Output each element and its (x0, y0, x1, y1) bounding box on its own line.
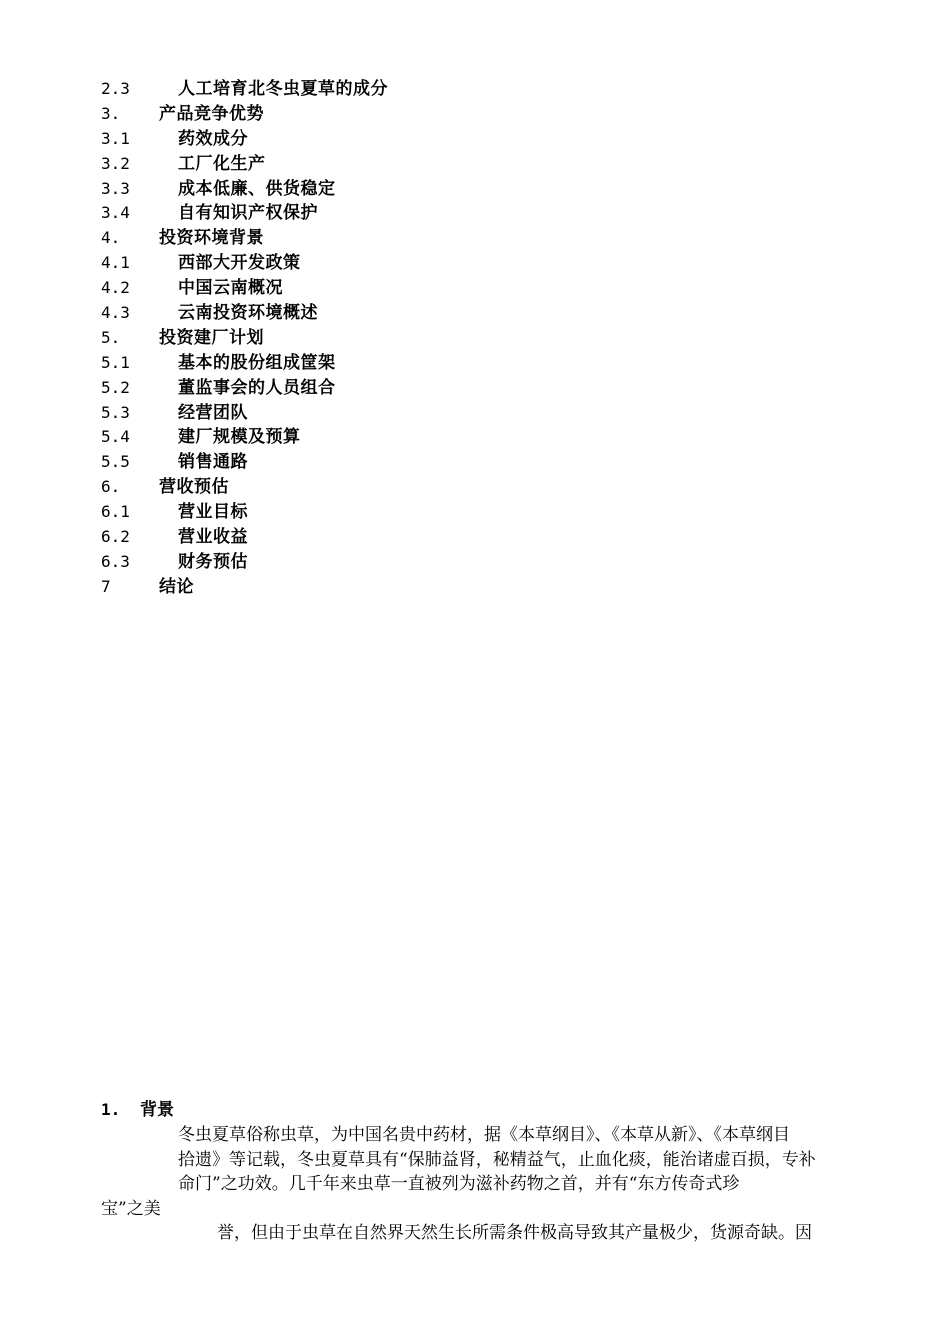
toc-entry-title: 自有知识产权保护 (178, 203, 318, 224)
toc-entry[interactable] (101, 152, 601, 177)
toc-entry[interactable] (101, 550, 601, 575)
toc-entry-title: 药效成分 (178, 128, 248, 149)
toc-entry[interactable] (101, 177, 601, 202)
toc-entry[interactable] (101, 376, 601, 401)
toc-entry[interactable] (101, 575, 601, 600)
toc-entry[interactable] (101, 226, 601, 251)
toc-entry-title: 产品竞争优势 (159, 103, 264, 124)
section-title: 背景 (140, 1100, 174, 1120)
paragraph-line: 命门”之功效。几千年来虫草一直被列为滋补药物之首，并有“东方传奇式珍 (178, 1174, 740, 1194)
section-heading (101, 1097, 871, 1123)
toc-entry-number: 4. (101, 228, 121, 248)
toc-entry[interactable] (101, 77, 601, 102)
toc-entry[interactable] (101, 450, 601, 475)
toc-entry-number: 5.5 (101, 452, 130, 472)
toc-entry[interactable] (101, 201, 601, 226)
toc-entry-title: 云南投资环境概述 (178, 303, 318, 324)
toc-entry-number: 3. (101, 103, 121, 123)
toc-entry-number: 3.1 (101, 128, 130, 148)
toc-entry[interactable] (101, 525, 601, 550)
toc-entry-title: 成本低廉、供货稳定 (178, 178, 336, 199)
toc-entry-number: 3.3 (101, 178, 130, 198)
toc-entry-title: 销售通路 (178, 452, 248, 473)
toc-entry[interactable] (101, 351, 601, 376)
toc-entry-title: 营收预估 (159, 477, 229, 498)
toc-entry-number: 4.3 (101, 303, 130, 323)
toc-entry-title: 结论 (159, 576, 194, 597)
body-paragraph (101, 1123, 871, 1246)
toc-entry-title: 人工培育北冬虫夏草的成分 (178, 79, 388, 99)
toc-entry-number: 4.2 (101, 278, 130, 298)
toc-entry-title: 营业收益 (178, 527, 248, 548)
toc-entry-number: 6.2 (101, 527, 130, 547)
paragraph-line: 拾遗》等记载，冬虫夏草具有“保肺益肾，秘精益气，止血化痰，能治诸虚百损，专补 (178, 1149, 816, 1170)
toc-entry-number: 5.1 (101, 352, 130, 372)
table-of-contents (101, 77, 601, 600)
toc-entry[interactable] (101, 102, 601, 127)
toc-entry-title: 董监事会的人员组合 (178, 377, 336, 398)
toc-entry[interactable] (101, 251, 601, 276)
toc-entry-title: 财务预估 (178, 551, 248, 572)
paragraph-line: 誉，但由于虫草在自然界天然生长所需条件极高导致其产量极少，货源奇缺。因 (217, 1223, 812, 1243)
toc-entry-number: 7 (101, 576, 111, 596)
toc-entry-number: 6.1 (101, 502, 130, 522)
paragraph-line: 冬虫夏草俗称虫草，为中国名贵中药材，据《本草纲目》、《本草从新》、《本草纲目 (178, 1125, 790, 1145)
toc-entry[interactable] (101, 276, 601, 301)
toc-entry-title: 投资建厂计划 (159, 327, 264, 348)
toc-entry-number: 6. (101, 477, 121, 497)
toc-entry-number: 5.2 (101, 377, 130, 397)
toc-entry-title: 工厂化生产 (178, 153, 266, 174)
toc-entry-number: 3.2 (101, 153, 130, 173)
section-background (101, 1097, 871, 1246)
toc-entry-number: 3.4 (101, 203, 130, 223)
toc-entry[interactable] (101, 127, 601, 152)
toc-entry[interactable] (101, 401, 601, 426)
paragraph-line: 宝”之美 (101, 1198, 161, 1219)
section-number: 1. (101, 1100, 121, 1119)
toc-entry[interactable] (101, 475, 601, 500)
toc-entry-number: 5.3 (101, 402, 130, 422)
toc-entry[interactable] (101, 425, 601, 450)
toc-entry-number: 5.4 (101, 427, 130, 447)
toc-entry-title: 营业目标 (178, 502, 248, 523)
toc-entry-number: 5. (101, 327, 121, 347)
toc-entry-title: 中国云南概况 (178, 278, 283, 299)
toc-entry-title: 西部大开发政策 (178, 253, 301, 274)
toc-entry-title: 经营团队 (178, 402, 248, 423)
toc-entry[interactable] (101, 326, 601, 351)
toc-entry-title: 建厂规模及预算 (178, 427, 301, 448)
toc-entry-number: 6.3 (101, 551, 130, 571)
toc-entry-number: 4.1 (101, 253, 130, 273)
toc-entry[interactable] (101, 500, 601, 525)
toc-entry-title: 基本的股份组成筐架 (178, 352, 336, 373)
toc-entry-title: 投资环境背景 (159, 228, 264, 249)
toc-entry-number: 2.3 (101, 79, 130, 98)
toc-entry[interactable] (101, 301, 601, 326)
